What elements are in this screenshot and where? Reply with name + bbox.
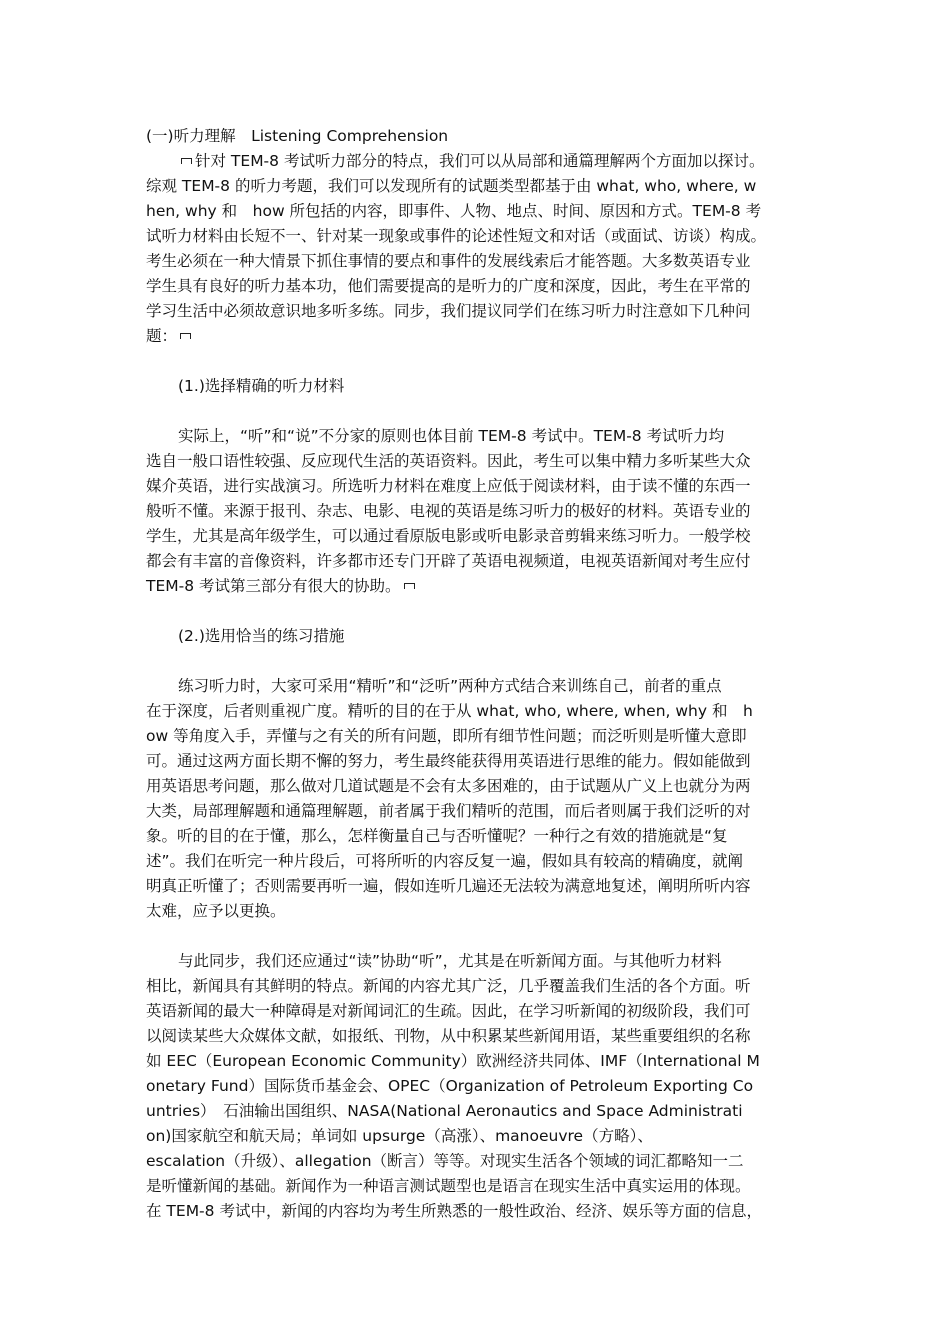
paragraph-line: 太难，应予以更换。 — [146, 902, 286, 920]
paragraph-mark-icon — [181, 158, 192, 164]
paragraph-line: TEM-8 考试第三部分有很大的协助。 — [146, 574, 810, 599]
paragraph-line: 大类，局部理解题和通篇理解题，前者属于我们精听的范围，而后者则属于我们泛听的对 — [146, 802, 751, 820]
paragraph-line: 实际上，“听”和“说”不分家的原则也体目前 TEM-8 考试中。TEM-8 考试听力均 — [178, 427, 725, 445]
paragraph-line: 题： — [146, 324, 810, 349]
paragraph-line — [146, 1224, 810, 1249]
paragraph-line: 是听懂新闻的基础。新闻作为一种语言测试题型也是语言在现实生活中真实运用的体现。 — [146, 1177, 751, 1195]
paragraph-line: 用英语思考问题，那么做对几道试题是不会有太多困难的，由于试题从广义上也就分为两 — [146, 777, 751, 795]
paragraph-line: 述”。我们在听完一种片段后，可将所听的内容反复一遍，假如具有较高的精确度，就阐 — [146, 852, 744, 870]
spacer — [146, 924, 810, 949]
paragraph-line: 试听力材料由长短不一、针对某一现象或事件的论述性短文和对话（或面试、访谈）构成。 — [146, 227, 767, 245]
paragraph-line: 象。听的目的在于懂，那么，怎样衡量自己与否听懂呢？一种行之有效的措施就是“复 — [146, 827, 728, 845]
paragraph-line: on)国家航空和航天局；单词如 upsurge（高涨）、manoeuvre（方略）、 — [146, 1127, 653, 1145]
spacer — [146, 649, 810, 674]
paragraph-line: onetary Fund）国际货币基金会、OPEC（Organization of Petroleum Exporting Co — [146, 1077, 754, 1095]
paragraph-line: hen, why 和 how 所包括的内容，即事件、人物、地点、时间、原因和方式。TEM-8 考 — [146, 202, 762, 220]
paragraph-line: 在 TEM-8 考试中，新闻的内容均为考生所熟悉的一般性政治、经济、娱乐等方面的信息， — [146, 1202, 762, 1220]
paragraph-line: 学生，尤其是高年级学生，可以通过看原版电影或听电影录音剪辑来练习听力。一般学校 — [146, 527, 751, 545]
paragraph-mark-icon — [180, 333, 191, 339]
subheading: (2.)选用恰当的练习措施 — [178, 627, 345, 645]
paragraph-line: 针对 TEM-8 考试听力部分的特点，我们可以从局部和通篇理解两个方面加以探讨。 — [146, 149, 810, 174]
paragraph-line: 相比，新闻具有其鲜明的特点。新闻的内容尤其广泛，几乎覆盖我们生活的各个方面。听 — [146, 977, 751, 995]
document-body — [146, 124, 810, 1249]
paragraph-line: 综观 TEM-8 的听力考题，我们可以发现所有的试题类型都基于由 what, who, where, w — [146, 177, 757, 195]
section-heading: (一)听力理解 Listening Comprehension — [146, 127, 449, 145]
paragraph-line: 英语新闻的最大一种障碍是对新闻词汇的生疏。因此，在学习听新闻的初级阶段，我们可 — [146, 1002, 751, 1020]
paragraph-line: ow 等角度入手，弄懂与之有关的所有问题，即所有细节性问题；而泛听则是听懂大意即 — [146, 727, 747, 745]
paragraph-line: 练习听力时，大家可采用“精听”和“泛听”两种方式结合来训练自己，前者的重点 — [178, 677, 722, 695]
subheading: (1.)选择精确的听力材料 — [178, 377, 345, 395]
paragraph-line: 选自一般口语性较强、反应现代生活的英语资料。因此，考生可以集中精力多听某些大众 — [146, 452, 751, 470]
spacer — [146, 599, 810, 624]
paragraph-line: 考生必须在一种大情景下抓住事情的要点和事件的发展线索后才能答题。大多数英语专业 — [146, 252, 751, 270]
paragraph-line: 明真正听懂了；否则需要再听一遍，假如连听几遍还无法较为满意地复述，阐明所听内容 — [146, 877, 751, 895]
paragraph-line: untries） 石油输出国组织、NASA(National Aeronautics and Space Administrati — [146, 1102, 743, 1120]
paragraph-line: 学习生活中必须故意识地多听多练。同步，我们提议同学们在练习听力时注意如下几种问 — [146, 302, 751, 320]
paragraph-line: 学生具有良好的听力基本功，他们需要提高的是听力的广度和深度，因此，考生在平常的 — [146, 277, 751, 295]
paragraph-line: escalation（升级）、allegation（断言）等等。对现实生活各个领域的词汇都略知一二 — [146, 1152, 744, 1170]
spacer — [146, 349, 810, 374]
paragraph-line: 如 EEC（European Economic Community）欧洲经济共同体、IMF（International M — [146, 1052, 760, 1070]
spacer — [146, 399, 810, 424]
paragraph-line: 般听不懂。来源于报刊、杂志、电影、电视的英语是练习听力的极好的材料。英语专业的 — [146, 502, 751, 520]
paragraph-line: 与此同步，我们还应通过“读”协助“听”，尤其是在听新闻方面。与其他听力材料 — [178, 952, 722, 970]
paragraph-line: 以阅读某些大众媒体文献，如报纸、刊物，从中积累某些新闻用语，某些重要组织的名称 — [146, 1027, 751, 1045]
paragraph-line: 可。通过这两方面长期不懈的努力，考生最终能获得用英语进行思维的能力。假如能做到 — [146, 752, 751, 770]
paragraph-line: 都会有丰富的音像资料，许多都市还专门开辟了英语电视频道，电视英语新闻对考生应付 — [146, 552, 751, 570]
paragraph-line: 在于深度，后者则重视广度。精听的目的在于从 what, who, where, when, why 和 h — [146, 702, 753, 720]
paragraph-mark-icon — [404, 583, 415, 589]
paragraph-line: 媒介英语，进行实战演习。所选听力材料在难度上应低于阅读材料，由于读不懂的东西一 — [146, 477, 751, 495]
